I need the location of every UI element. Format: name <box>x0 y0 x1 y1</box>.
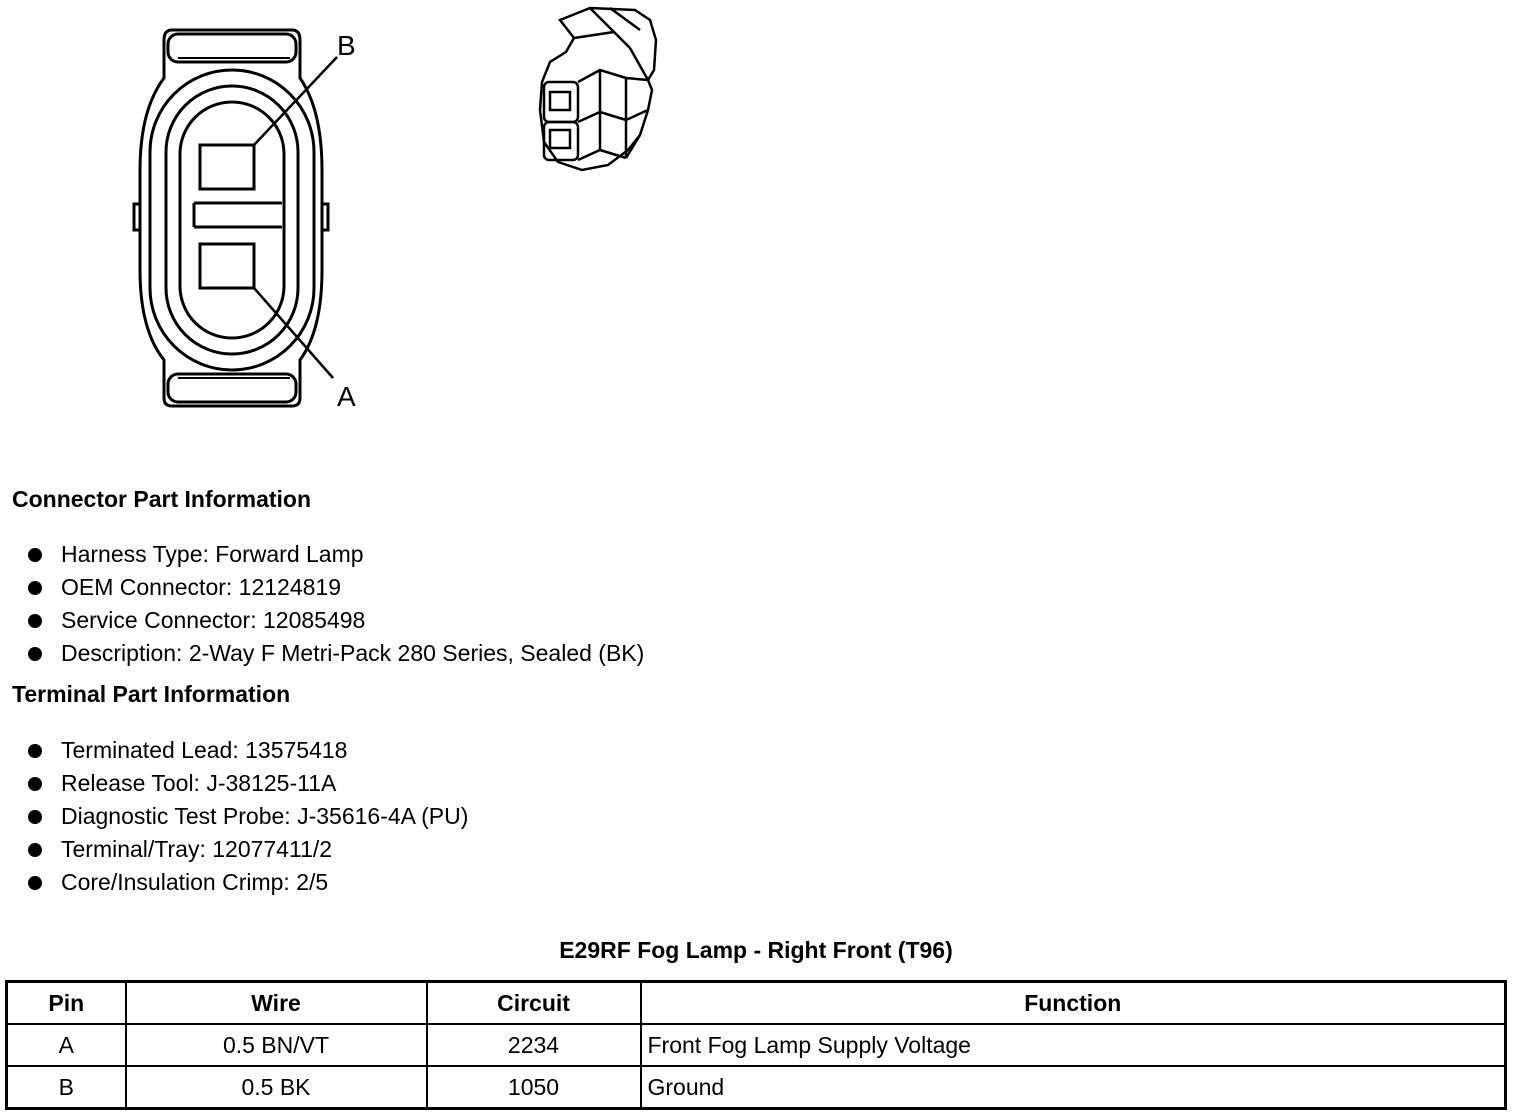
bullet-icon <box>28 777 42 791</box>
terminal-info-list <box>28 734 468 899</box>
list-item: Release Tool: J-38125-11A <box>28 767 468 800</box>
header-circuit: Circuit <box>427 982 641 1025</box>
bullet-icon <box>28 647 42 661</box>
list-item: Terminal/Tray: 12077411/2 <box>28 833 468 866</box>
list-item: OEM Connector: 12124819 <box>28 571 644 604</box>
bullet-icon <box>28 581 42 595</box>
list-item: Diagnostic Test Probe: J-35616-4A (PU) <box>28 800 468 833</box>
pin-table <box>5 980 1507 1110</box>
cell-function: Ground <box>641 1066 1506 1109</box>
connector-info-title: Connector Part Information <box>12 486 312 512</box>
bullet-icon <box>28 843 42 857</box>
list-item: Service Connector: 12085498 <box>28 604 644 637</box>
list-item: Terminated Lead: 13575418 <box>28 734 468 767</box>
cell-pin: B <box>7 1066 126 1109</box>
bullet-icon <box>28 876 42 890</box>
list-item: Description: 2-Way F Metri-Pack 280 Series, Sealed (BK) <box>28 637 644 670</box>
pin-label-a: A <box>337 381 356 412</box>
table-row <box>7 1024 1506 1066</box>
connector-face-diagram <box>0 0 400 420</box>
cell-pin: A <box>7 1024 126 1066</box>
connector-info-list <box>28 538 644 670</box>
bullet-icon <box>28 614 42 628</box>
cell-function: Front Fog Lamp Supply Voltage <box>641 1024 1506 1066</box>
bullet-icon <box>28 548 42 562</box>
cell-circuit: 1050 <box>427 1066 641 1109</box>
pin-table-title: E29RF Fog Lamp - Right Front (T96) <box>559 937 953 963</box>
table-header-row <box>7 982 1506 1025</box>
list-item: Harness Type: Forward Lamp <box>28 538 644 571</box>
terminal-info-title: Terminal Part Information <box>12 681 291 707</box>
header-function: Function <box>641 982 1506 1025</box>
header-pin: Pin <box>7 982 126 1025</box>
connector-isometric-diagram <box>530 0 680 180</box>
table-row <box>7 1066 1506 1109</box>
cell-wire: 0.5 BN/VT <box>126 1024 427 1066</box>
bullet-icon <box>28 810 42 824</box>
cell-wire: 0.5 BK <box>126 1066 427 1109</box>
header-wire: Wire <box>126 982 427 1025</box>
bullet-icon <box>28 744 42 758</box>
list-item: Core/Insulation Crimp: 2/5 <box>28 866 468 899</box>
cell-circuit: 2234 <box>427 1024 641 1066</box>
pin-label-b: B <box>337 30 356 61</box>
